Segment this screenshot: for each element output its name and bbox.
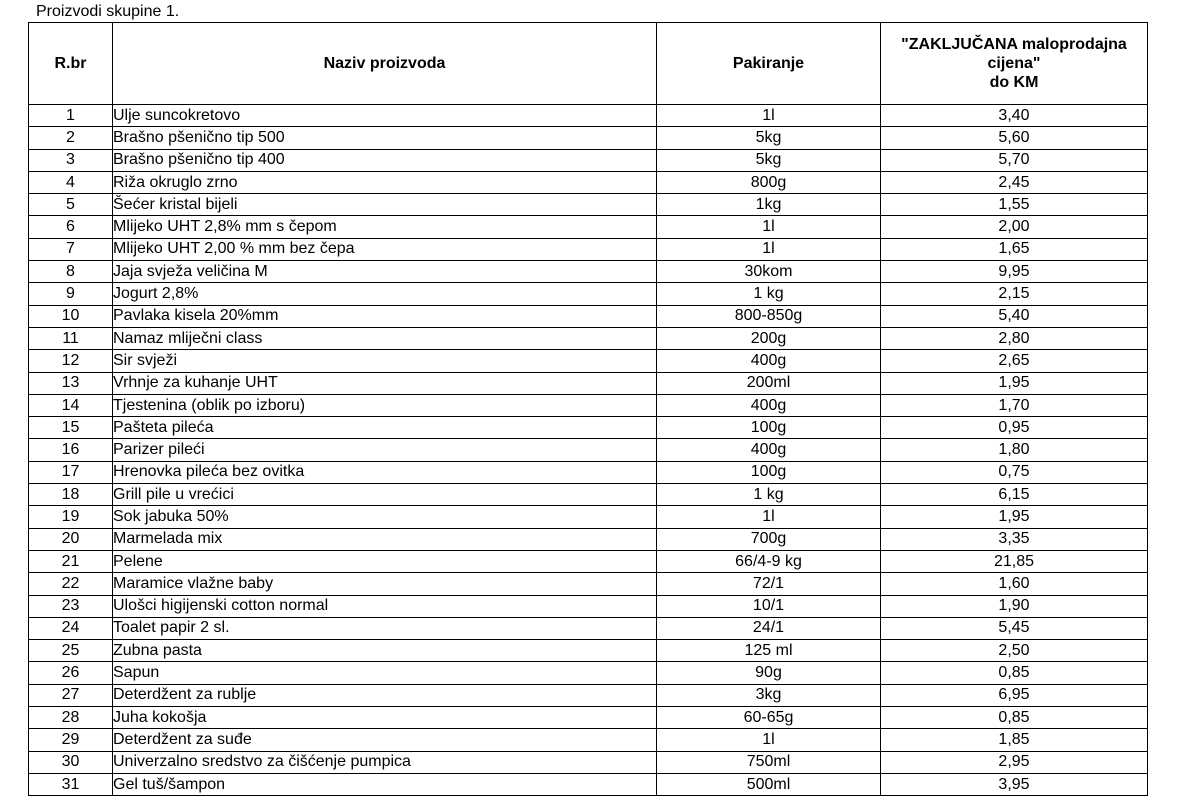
header-price-line-1: "ZAKLJUČANA maloprodajna xyxy=(901,36,1127,53)
cell-price: 1,95 xyxy=(881,372,1148,394)
cell-packaging: 1kg xyxy=(657,194,881,216)
cell-price: 1,90 xyxy=(881,595,1148,617)
table-row xyxy=(29,171,1148,193)
cell-number: 11 xyxy=(29,327,113,349)
cell-packaging: 200g xyxy=(657,327,881,349)
table-row xyxy=(29,216,1148,238)
cell-number: 31 xyxy=(29,773,113,795)
table-row xyxy=(29,662,1148,684)
cell-product-name: Ulošci higijenski cotton normal xyxy=(113,595,657,617)
cell-price: 2,95 xyxy=(881,751,1148,773)
cell-product-name: Deterdžent za suđe xyxy=(113,729,657,751)
cell-packaging: 1l xyxy=(657,729,881,751)
cell-product-name: Namaz mliječni class xyxy=(113,327,657,349)
cell-product-name: Mlijeko UHT 2,00 % mm bez čepa xyxy=(113,238,657,260)
cell-number: 19 xyxy=(29,506,113,528)
cell-packaging: 3kg xyxy=(657,684,881,706)
cell-price: 6,95 xyxy=(881,684,1148,706)
cell-packaging: 500ml xyxy=(657,773,881,795)
table-row xyxy=(29,461,1148,483)
cell-number: 20 xyxy=(29,528,113,550)
cell-product-name: Juha kokošja xyxy=(113,707,657,729)
cell-price: 3,95 xyxy=(881,773,1148,795)
table-row xyxy=(29,350,1148,372)
cell-product-name: Riža okruglo zrno xyxy=(113,171,657,193)
cell-packaging: 200ml xyxy=(657,372,881,394)
table-row xyxy=(29,640,1148,662)
table-row xyxy=(29,707,1148,729)
cell-product-name: Toalet papir 2 sl. xyxy=(113,617,657,639)
cell-price: 5,60 xyxy=(881,127,1148,149)
cell-price: 2,50 xyxy=(881,640,1148,662)
table-row xyxy=(29,238,1148,260)
cell-number: 17 xyxy=(29,461,113,483)
cell-product-name: Parizer pileći xyxy=(113,439,657,461)
cell-price: 1,80 xyxy=(881,439,1148,461)
cell-product-name: Sok jabuka 50% xyxy=(113,506,657,528)
cell-price: 1,70 xyxy=(881,394,1148,416)
cell-number: 16 xyxy=(29,439,113,461)
cell-packaging: 60-65g xyxy=(657,707,881,729)
cell-packaging: 1 kg xyxy=(657,283,881,305)
cell-price: 0,95 xyxy=(881,417,1148,439)
cell-packaging: 1l xyxy=(657,105,881,127)
cell-packaging: 100g xyxy=(657,417,881,439)
cell-packaging: 100g xyxy=(657,461,881,483)
table-row xyxy=(29,327,1148,349)
cell-number: 5 xyxy=(29,194,113,216)
cell-number: 25 xyxy=(29,640,113,662)
table-row xyxy=(29,550,1148,572)
table-row xyxy=(29,105,1148,127)
cell-product-name: Sapun xyxy=(113,662,657,684)
cell-price: 3,40 xyxy=(881,105,1148,127)
cell-packaging: 400g xyxy=(657,350,881,372)
header-number: R.br xyxy=(29,23,113,105)
cell-price: 1,85 xyxy=(881,729,1148,751)
products-table xyxy=(28,22,1148,796)
cell-price: 21,85 xyxy=(881,550,1148,572)
cell-packaging: 1l xyxy=(657,238,881,260)
cell-number: 15 xyxy=(29,417,113,439)
cell-price: 9,95 xyxy=(881,261,1148,283)
table-row xyxy=(29,417,1148,439)
cell-number: 21 xyxy=(29,550,113,572)
cell-product-name: Brašno pšenično tip 500 xyxy=(113,127,657,149)
cell-number: 8 xyxy=(29,261,113,283)
cell-product-name: Šećer kristal bijeli xyxy=(113,194,657,216)
cell-number: 6 xyxy=(29,216,113,238)
cell-number: 14 xyxy=(29,394,113,416)
cell-price: 5,45 xyxy=(881,617,1148,639)
table-row xyxy=(29,305,1148,327)
table-row xyxy=(29,573,1148,595)
cell-number: 2 xyxy=(29,127,113,149)
header-packaging: Pakiranje xyxy=(657,23,881,105)
table-row xyxy=(29,484,1148,506)
table-row xyxy=(29,372,1148,394)
cell-packaging: 72/1 xyxy=(657,573,881,595)
cell-packaging: 750ml xyxy=(657,751,881,773)
cell-price: 5,40 xyxy=(881,305,1148,327)
cell-product-name: Brašno pšenično tip 400 xyxy=(113,149,657,171)
table-row xyxy=(29,149,1148,171)
cell-packaging: 800g xyxy=(657,171,881,193)
cell-price: 2,65 xyxy=(881,350,1148,372)
cell-price: 0,75 xyxy=(881,461,1148,483)
cell-number: 29 xyxy=(29,729,113,751)
cell-product-name: Pelene xyxy=(113,550,657,572)
cell-packaging: 400g xyxy=(657,394,881,416)
cell-price: 5,70 xyxy=(881,149,1148,171)
cell-packaging: 24/1 xyxy=(657,617,881,639)
cell-packaging: 66/4-9 kg xyxy=(657,550,881,572)
cell-product-name: Gel tuš/šampon xyxy=(113,773,657,795)
table-row xyxy=(29,194,1148,216)
cell-product-name: Jaja svježa veličina M xyxy=(113,261,657,283)
cell-price: 1,60 xyxy=(881,573,1148,595)
cell-packaging: 5kg xyxy=(657,127,881,149)
header-price-line-3: do KM xyxy=(989,74,1039,91)
cell-number: 10 xyxy=(29,305,113,327)
table-row xyxy=(29,773,1148,795)
cell-price: 1,95 xyxy=(881,506,1148,528)
cell-number: 28 xyxy=(29,707,113,729)
cell-number: 18 xyxy=(29,484,113,506)
cell-product-name: Deterdžent za rublje xyxy=(113,684,657,706)
cell-number: 7 xyxy=(29,238,113,260)
cell-price: 2,45 xyxy=(881,171,1148,193)
cell-number: 30 xyxy=(29,751,113,773)
cell-price: 2,80 xyxy=(881,327,1148,349)
cell-packaging: 1l xyxy=(657,506,881,528)
cell-product-name: Sir svježi xyxy=(113,350,657,372)
table-row xyxy=(29,729,1148,751)
table-row xyxy=(29,684,1148,706)
cell-packaging: 5kg xyxy=(657,149,881,171)
header-price xyxy=(881,23,1148,105)
cell-number: 12 xyxy=(29,350,113,372)
cell-packaging: 10/1 xyxy=(657,595,881,617)
cell-price: 0,85 xyxy=(881,662,1148,684)
cell-packaging: 30kom xyxy=(657,261,881,283)
cell-price: 1,65 xyxy=(881,238,1148,260)
header-price-line-2: cijena" xyxy=(987,55,1041,72)
table-row xyxy=(29,506,1148,528)
cell-product-name: Pašteta pileća xyxy=(113,417,657,439)
table-header-row xyxy=(29,23,1148,105)
cell-price: 3,35 xyxy=(881,528,1148,550)
cell-price: 6,15 xyxy=(881,484,1148,506)
cell-price: 1,55 xyxy=(881,194,1148,216)
cell-number: 26 xyxy=(29,662,113,684)
table-body xyxy=(29,105,1148,796)
cell-packaging: 800-850g xyxy=(657,305,881,327)
cell-number: 3 xyxy=(29,149,113,171)
cell-price: 2,15 xyxy=(881,283,1148,305)
cell-packaging: 400g xyxy=(657,439,881,461)
cell-product-name: Hrenovka pileća bez ovitka xyxy=(113,461,657,483)
cell-product-name: Univerzalno sredstvo za čišćenje pumpica xyxy=(113,751,657,773)
table-row xyxy=(29,394,1148,416)
cell-number: 9 xyxy=(29,283,113,305)
cell-number: 27 xyxy=(29,684,113,706)
cell-product-name: Tjestenina (oblik po izboru) xyxy=(113,394,657,416)
cell-price: 0,85 xyxy=(881,707,1148,729)
cell-product-name: Marmelada mix xyxy=(113,528,657,550)
cell-product-name: Pavlaka kisela 20%mm xyxy=(113,305,657,327)
cell-packaging: 90g xyxy=(657,662,881,684)
cell-price: 2,00 xyxy=(881,216,1148,238)
cell-number: 22 xyxy=(29,573,113,595)
cell-product-name: Maramice vlažne baby xyxy=(113,573,657,595)
cell-number: 4 xyxy=(29,171,113,193)
cell-number: 1 xyxy=(29,105,113,127)
cell-packaging: 125 ml xyxy=(657,640,881,662)
table-row xyxy=(29,751,1148,773)
cell-product-name: Grill pile u vrećici xyxy=(113,484,657,506)
cell-packaging: 1 kg xyxy=(657,484,881,506)
cell-packaging: 1l xyxy=(657,216,881,238)
cell-product-name: Zubna pasta xyxy=(113,640,657,662)
table-row xyxy=(29,617,1148,639)
header-name: Naziv proizvoda xyxy=(113,23,657,105)
table-row xyxy=(29,595,1148,617)
table-row xyxy=(29,127,1148,149)
cell-number: 13 xyxy=(29,372,113,394)
cell-number: 23 xyxy=(29,595,113,617)
table-row xyxy=(29,261,1148,283)
table-row xyxy=(29,283,1148,305)
table-row xyxy=(29,528,1148,550)
page-title: Proizvodi skupine 1. xyxy=(36,3,180,20)
cell-product-name: Vrhnje za kuhanje UHT xyxy=(113,372,657,394)
cell-product-name: Jogurt 2,8% xyxy=(113,283,657,305)
cell-product-name: Mlijeko UHT 2,8% mm s čepom xyxy=(113,216,657,238)
cell-product-name: Ulje suncokretovo xyxy=(113,105,657,127)
cell-packaging: 700g xyxy=(657,528,881,550)
cell-number: 24 xyxy=(29,617,113,639)
table-row xyxy=(29,439,1148,461)
